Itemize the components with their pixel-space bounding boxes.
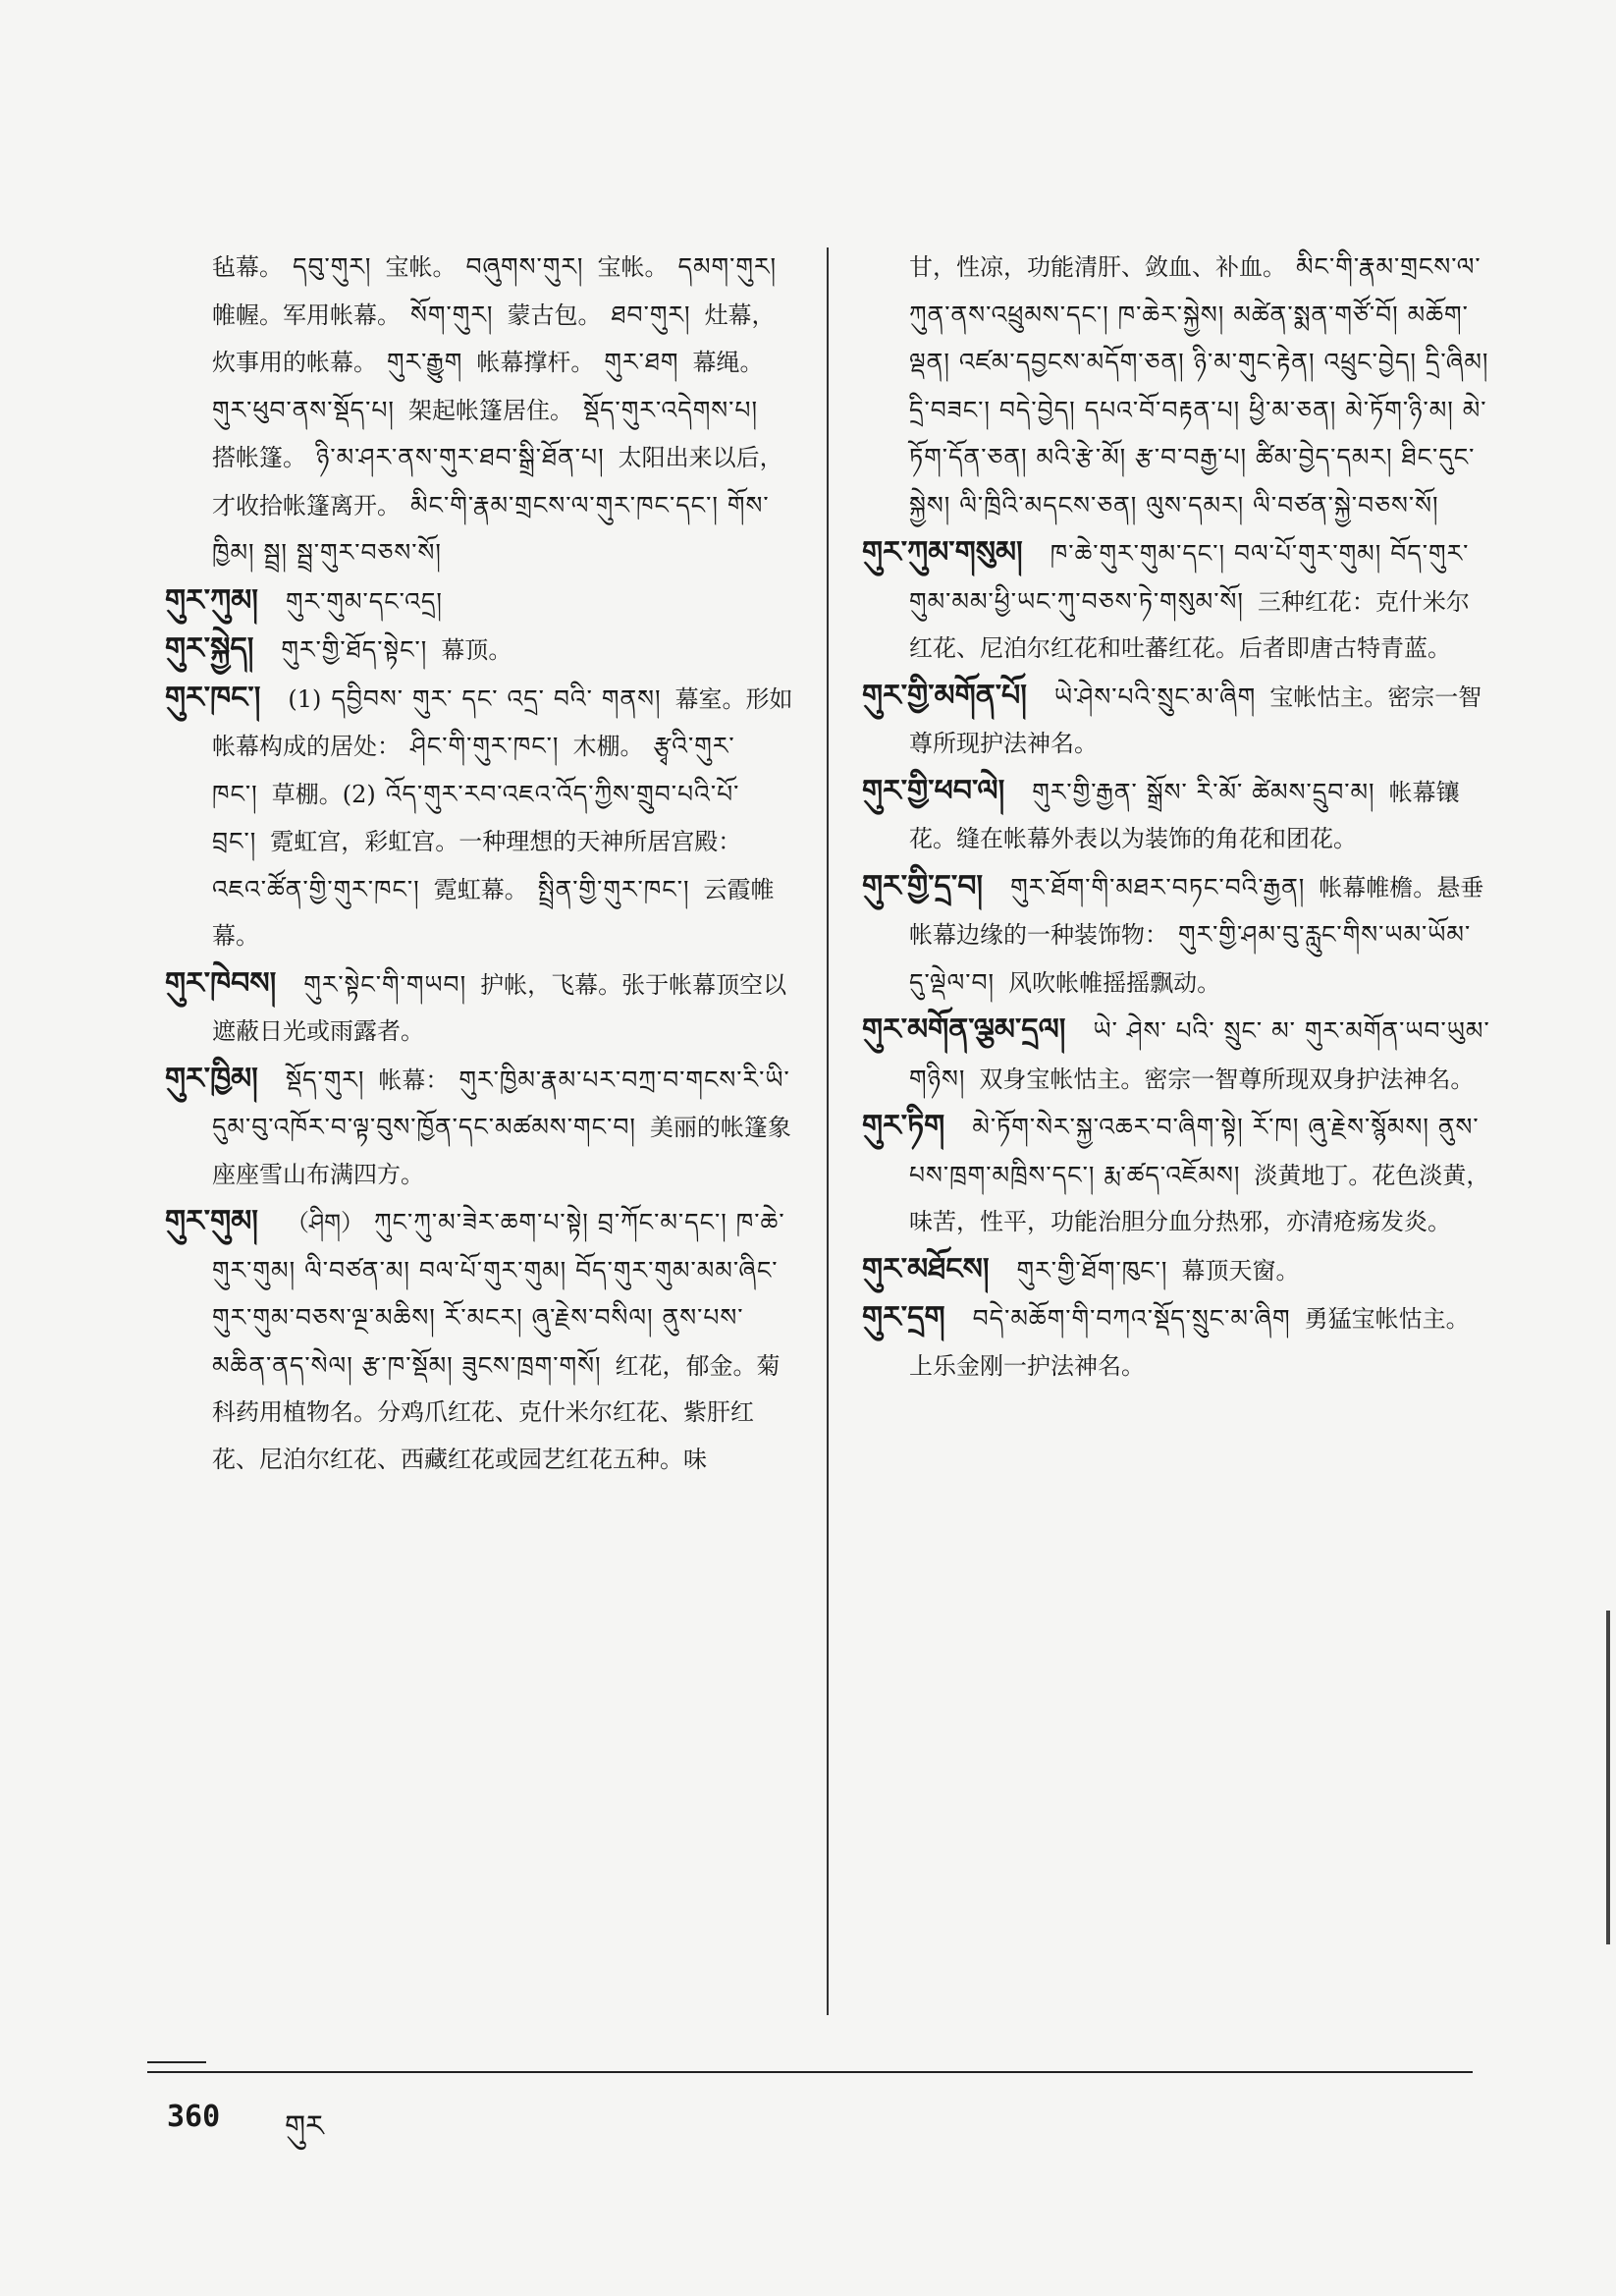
chinese-gloss: 双身宝帐怙主。密宗一智尊所现双身护法神名。 — [979, 1065, 1475, 1093]
dictionary-entry — [862, 768, 1490, 863]
chinese-gloss: 搭帐篷。 — [212, 444, 306, 471]
tibetan-text: བཞུགས་གུར། — [465, 252, 584, 281]
entry-headword: གུར་གྱི་དྲ་བ། — [862, 868, 984, 903]
chinese-gloss: 三种红花：克什米尔红花、尼泊尔红花和吐蕃红花。后者即唐古特青蓝。 — [909, 587, 1470, 662]
tibetan-text: སོག་གུར། — [410, 300, 494, 329]
tibetan-text: མིང་གི་རྣམ་གྲངས་ལ་ཀུན་ནས་འཕྲུམས་དང་། ཁ་ཆེར་སྐྱེས། མཚེན་སྨན་གཙོ་བོ། མཆོག་ལྡན། འཛམ་དབྱངས་མདོག་ཅན། ཉི་མ་གུང་རྟེན། འཕྲུང་བྱེད། དྲི་ཞིམ། དྲི་བཟང་། བདེ་བྱེད། དཔའ་བོ་བརྟན་པ། ཕྱི་མ་ཅན། མེ་ཏོག་ཉི་མ། མེ་ཏོག་དོན་ཅན། མའི་རྩེ་མོ། རྩ་བ་བརྒྱ་པ། ཚིམ་བྱེད་དམར། ཐིང་དུང་སྐྱེས། ལི་ཁྲིའི་མདངས་ཅན། ལུས་དམར། ལི་བཙན་སྐྱེ་བཅས་སོ། — [909, 252, 1489, 519]
chinese-gloss: 灶幕，炊事用的帐幕。 — [212, 301, 776, 376]
tibetan-text: འོད་གུར་རབ་འཇའ་འོད་ཀྱིས་གྲུབ་པའི་པོ་བྲང་། — [212, 779, 740, 855]
tibetan-text: དབུ་གུར། — [293, 252, 372, 281]
chinese-gloss: 幕顶。 — [441, 636, 512, 664]
entry-headword: གུར་གྱི་མགོན་པོ། — [862, 678, 1027, 713]
tibetan-text: སྤྲིན་གྱི་གུར་ཁང་། — [537, 874, 690, 903]
margin-mark — [1606, 1611, 1610, 1944]
tibetan-text: གུར་སྟེང་གི་གཡབ། — [303, 969, 467, 999]
tibetan-text: མིང་གི་རྣམ་གྲངས་ལ་གུར་ཁང་དང་། གོས་ཁྱིམ། སྦྲ། སྦྲ་གུར་བཅས་སོ། — [212, 490, 770, 567]
tibetan-text: ཉི་མ་ཤར་ནས་གུར་ཐབ་སྒྲི་ཐོན་པ། — [316, 443, 605, 471]
entry-headword: གུར་གྱི་ཕབ་ལེ། — [862, 773, 1005, 808]
chinese-gloss: 帐幕镶花。缝在帐幕外表以为装饰的角花和团花。 — [909, 778, 1460, 852]
chinese-gloss: 勇猛宝帐怙主。上乐金刚一护法神名。 — [909, 1305, 1470, 1380]
tibetan-text: འཇའ་ཚོན་གྱི་གུར་ཁང་། — [212, 874, 420, 903]
tibetan-text: ཡེ་ཤེས་པའི་སྲུང་མ་ཞིག — [1053, 682, 1257, 711]
chinese-gloss: 蒙古包。 — [507, 301, 602, 329]
dictionary-entry — [165, 1198, 793, 1483]
chinese-gloss: 宝帐。 — [597, 253, 669, 281]
tibetan-text: གུར་རྒྱུག — [387, 348, 463, 376]
footer-rule — [147, 2071, 1473, 2073]
tibetan-text: ཐབ་གུར། — [611, 300, 691, 329]
entry-headword: གུར་ཁྱིམ། — [165, 1061, 258, 1096]
entry-headword: གུར་ཁེབས། — [165, 965, 277, 1001]
chinese-gloss: 宝帐怙主。密宗一智尊所现护法神名。 — [909, 683, 1482, 757]
dictionary-entry — [862, 863, 1490, 1008]
tibetan-text: བདེ་མཆོག་གི་བཀའ་སྡོད་སྲུང་མ་ཞིག — [972, 1304, 1291, 1333]
chinese-gloss: 帐幕： — [378, 1066, 450, 1094]
chinese-gloss: (1) — [288, 684, 322, 713]
right-column — [862, 244, 1490, 1390]
chinese-gloss: 护帐，飞幕。张于帐幕顶空以遮蔽日光或雨露者。 — [212, 970, 787, 1045]
chinese-gloss: 霓虹幕。 — [433, 875, 528, 903]
entry-headword: གུར་མཐོངས། — [862, 1251, 990, 1286]
tibetan-text: ཁ་ཆེ་གུར་གུམ་དང་། བལ་པོ་གུར་གུམ། བོད་གུར་གུམ་མམ་ཕྱི་ཡང་ཀུ་བཅས་ཏེ་གསུམ་སོ། — [909, 539, 1470, 616]
tibetan-text: སྡོད་གུར། — [285, 1065, 365, 1094]
entry-headword: གུར་མགོན་ལྕམ་དྲལ། — [862, 1012, 1066, 1047]
left-column — [165, 244, 793, 1483]
tibetan-text: སྡོད་གུར་འདེགས་པ། — [582, 395, 759, 424]
dictionary-entry — [862, 529, 1490, 673]
chinese-gloss: 帐幕帷檐。悬垂帐幕边缘的一种装饰物： — [909, 873, 1484, 949]
chinese-gloss: 宝帐。 — [385, 253, 457, 281]
tibetan-text: གུར་གུམ་དང་འདྲ། — [285, 586, 443, 616]
tibetan-text: ཡེ་ ཤེས་ པའི་ སྲུང་ མ་ གུར་མགོན་ཡབ་ཡུམ་གཉིས། — [909, 1016, 1490, 1093]
dictionary-entry — [165, 244, 793, 577]
dictionary-entry — [862, 1007, 1490, 1103]
tibetan-text: གུར་ཐག — [604, 348, 679, 376]
tibetan-text: གུར་ཁྱིམ་རྣམ་པར་བཀྲ་བ་གངས་རི་ཡི་དུམ་བུ་འཁོར་བ་ལྟ་བུས་ཁྱོན་དང་མཚམས་གང་བ། — [212, 1065, 790, 1141]
tibetan-text: ཤིང་གི་གུར་ཁང་། — [410, 732, 560, 760]
page-number: 360 — [167, 2100, 221, 2134]
chinese-gloss: 淡黄地丁。花色淡黄，味苦，性平，功能治胆分血分热邪，亦清疮疡发炎。 — [909, 1161, 1490, 1235]
entry-headword: གུར་གུམ། — [165, 1204, 258, 1238]
chinese-gloss: 木棚。 — [572, 733, 644, 760]
tibetan-text: དབྱིབས་ གུར་ དང་ འདྲ་ བའི་ གནས། — [331, 683, 662, 713]
chinese-gloss: 幕顶天窗。 — [1181, 1256, 1300, 1285]
chinese-gloss: 云霞帷幕。 — [212, 875, 775, 950]
chinese-gloss: 草棚。(2) — [271, 780, 376, 808]
dictionary-entry — [165, 626, 793, 675]
entry-headword: གུར་སྐྱེད། — [165, 631, 254, 666]
chinese-gloss: 红花，郁金。菊科药用植物名。分鸡爪红花、克什米尔红花、紫肝红花、尼泊尔红花、西藏红花或园艺红花五种。味 — [212, 1351, 781, 1473]
tibetan-text: གུར་ཕུབ་ནས་སྡོད་པ། — [212, 395, 395, 424]
tibetan-text: གུར་ཐོག་གི་མཐར་བཏང་བའི་རྒྱན། — [1010, 872, 1306, 902]
chinese-gloss: 帐幕撑杆。 — [476, 349, 595, 376]
chinese-gloss: 架起帐篷居住。 — [407, 396, 573, 424]
dictionary-entry — [862, 1294, 1490, 1390]
dictionary-entry — [862, 244, 1490, 529]
tibetan-text: མེ་ཏོག་སེར་སྐྱ་འཆར་བ་ཞིག་སྟེ། རོ་ཁ། ཞུ་རྗེས་སྙོམས། ནུས་པས་ཁྲག་མཁྲིས་དང་། རྨ་ཚད་འཇོམས། — [909, 1113, 1480, 1189]
chinese-gloss: 太阳出来以后，才收拾帐篷离开。 — [212, 444, 783, 519]
tibetan-text: གུར་གྱི་ཤམ་བུ་རླུང་གིས་ཡམ་ཡོམ་དུ་ལྡེལ་བ། — [909, 920, 1472, 997]
chinese-gloss: 霓虹宫，彩虹宫。一种理想的天神所居宫殿： — [270, 828, 742, 855]
dictionary-entry — [165, 675, 793, 960]
entry-headword: གུར་ཏིག — [862, 1109, 945, 1143]
chinese-gloss: 美丽的帐篷象座座雪山布满四方。 — [212, 1114, 791, 1188]
column-divider — [827, 247, 829, 2015]
dictionary-entry — [165, 960, 793, 1056]
chinese-gloss: 幕室。形如帐幕构成的居处： — [212, 684, 793, 760]
dictionary-entry — [165, 1056, 793, 1199]
dictionary-entry — [862, 1103, 1490, 1246]
entry-headword: གུར་ཁང་། — [165, 680, 261, 715]
tibetan-text: རྩྭའི་གུར་ཁང་། — [212, 732, 735, 808]
dictionary-entry — [862, 1246, 1490, 1295]
chinese-gloss: 幕绳。 — [692, 349, 764, 376]
chinese-gloss: 毡幕。 — [212, 253, 283, 281]
dictionary-entry — [165, 577, 793, 627]
chinese-gloss: 甘，性凉，功能清肝、敛血、补血。 — [909, 253, 1286, 281]
tibetan-text: གུར་གྱི་ཐོད་སྟེང་། — [281, 635, 428, 664]
entry-headword: གུར་དྲག — [862, 1300, 945, 1335]
tibetan-text: གུར་གྱི་ཐོག་ཁུང་། — [1016, 1255, 1168, 1285]
dictionary-entry — [862, 673, 1490, 768]
chinese-gloss: 风吹帐帷摇摇飘动。 — [1008, 968, 1221, 997]
entry-headword: གུར་ཀུམ། — [165, 582, 258, 618]
running-head: གུར — [285, 2109, 324, 2144]
chinese-gloss: 帷幄。军用帐幕。 — [212, 301, 401, 329]
chinese-gloss: （ཤིག） — [285, 1209, 365, 1236]
tibetan-text: དམག་གུར། — [677, 252, 778, 281]
tibetan-text: གུར་གྱི་རྒྱན་ སྒྲོས་ རི་མོ་ ཚེམས་དྲུབ་མ། — [1032, 777, 1375, 806]
entry-headword: གུར་ཀུམ་གསུམ། — [862, 535, 1023, 570]
tibetan-text: ཀུང་ཀུ་མ་ཟེར་ཆག་པ་སྟེ། བྲ་ཀོང་མ་དང་། ཁ་ཆེ་གུར་གུམ། ལི་བཙན་མ། བལ་པོ་གུར་གུམ། བོད་གུར་གུམ་མམ་ཞིང་གུར་གུམ་བཅས་ལྔ་མཆིས། རོ་མངར། ཞུ་རྗེས་བསིལ། ནུས་པས་མཆིན་ནད་སེལ། རྩ་ཁ་སྡོམ། ཟུངས་ཁྲག་གསོ། — [212, 1208, 785, 1380]
